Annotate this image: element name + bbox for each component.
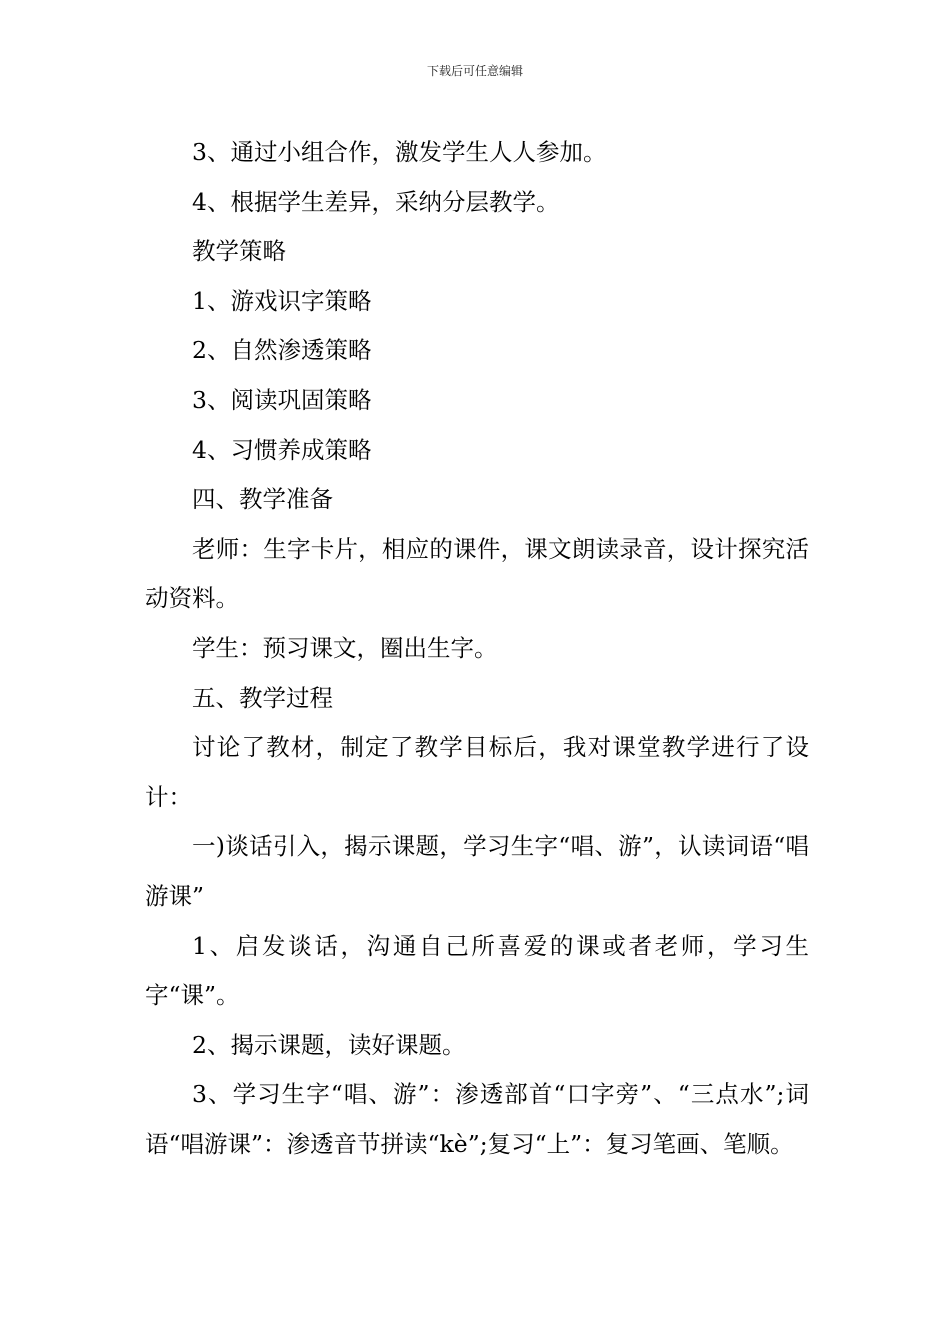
paragraph-goal-4: 4、根据学生差异，采纳分层教学。 <box>192 187 560 216</box>
section-heading-strategy: 教学策略 <box>192 237 286 266</box>
strategy-item-4: 4、习惯养成策略 <box>192 435 372 464</box>
paragraph-student-prep: 学生：预习课文，圈出生字。 <box>192 633 498 662</box>
document-body <box>145 128 809 1169</box>
process-step-3: 3、学习生字“唱、游”：渗透部首“口字旁”、“三点水”;词语“唱游课”：渗透音节拼读“kè”;复习“上”：复习笔画、笔顺。 <box>145 1080 809 1158</box>
section-heading-process: 五、教学过程 <box>192 683 333 712</box>
process-step-2: 2、揭示课题，读好课题。 <box>192 1030 466 1059</box>
strategy-item-1: 1、游戏识字策略 <box>192 286 372 315</box>
paragraph-goal-3: 3、通过小组合作，激发学生人人参加。 <box>192 138 607 166</box>
paragraph-teacher-prep: 老师：生字卡片，相应的课件，课文朗读录音，设计探究活动资料。 <box>145 534 809 613</box>
page-header-note: 下载后可任意编辑 <box>426 64 523 78</box>
strategy-item-3: 3、阅读巩固策略 <box>192 385 372 414</box>
section-heading-preparation: 四、教学准备 <box>192 485 333 514</box>
paragraph-process-intro: 讨论了教材，制定了教学目标后，我对课堂教学进行了设计： <box>145 733 809 811</box>
process-step-1: 1、启发谈话，沟通自己所喜爱的课或者老师，学习生字“课”。 <box>145 931 809 1010</box>
strategy-item-2: 2、自然渗透策略 <box>192 336 372 365</box>
subsection-heading-intro: 一)谈话引入，揭示课题，学习生字“唱、游”，认读词语“唱游课” <box>145 832 809 910</box>
